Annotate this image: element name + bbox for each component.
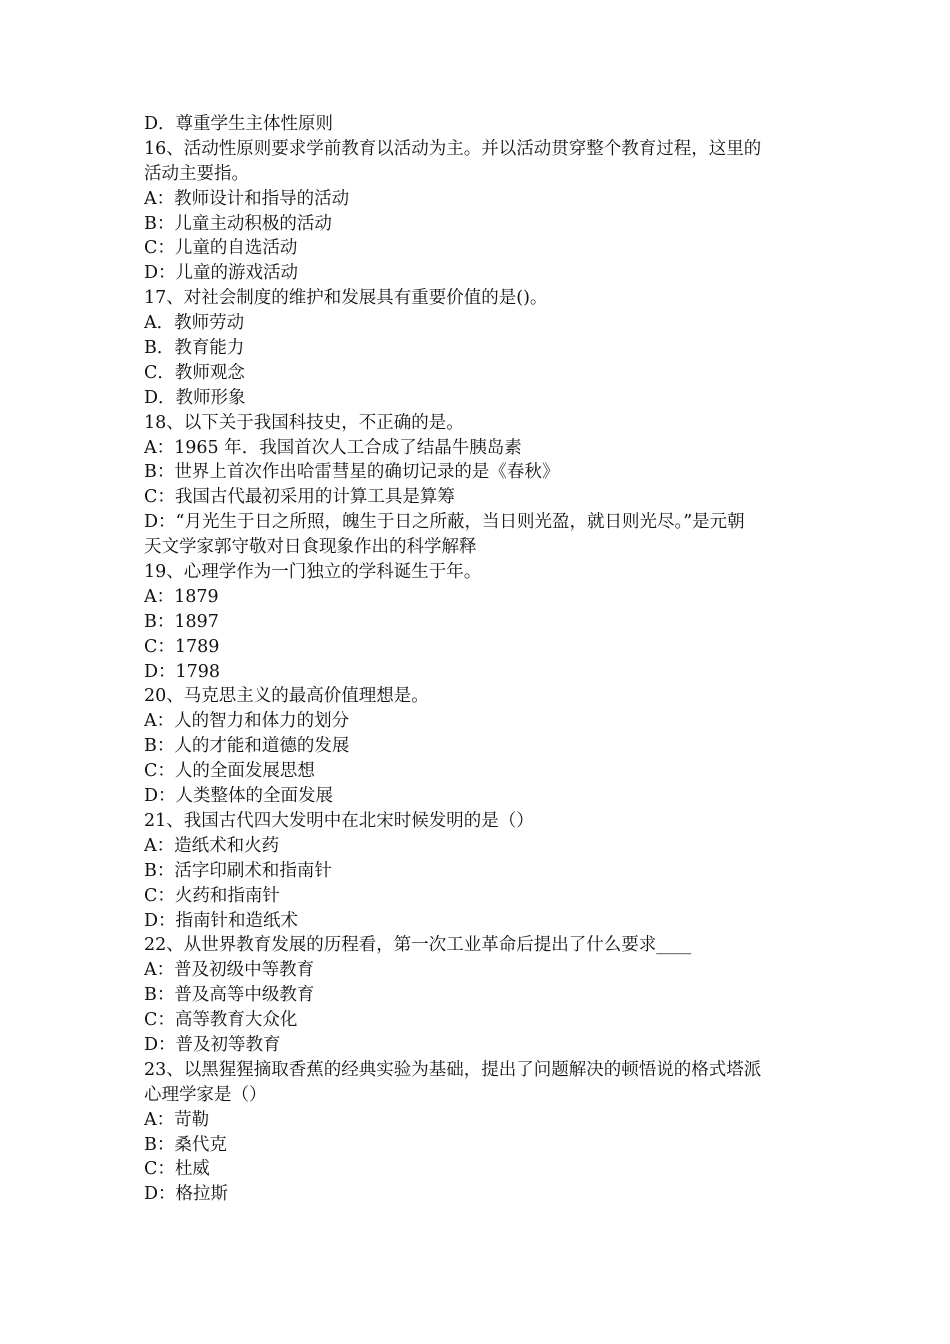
option-line: B：儿童主动积极的活动 xyxy=(144,213,332,234)
option-line: A：1879 xyxy=(144,586,219,607)
option-line: B：活字印刷术和指南针 xyxy=(144,860,332,881)
question-18: 18、以下关于我国科技史，不正确的是。 xyxy=(144,412,464,433)
question-23-line-1: 23、以黑猩猩摘取香蕉的经典实验为基础，提出了问题解决的顿悟说的格式塔派 xyxy=(144,1059,762,1080)
question-16-line-2: 活动主要指。 xyxy=(144,163,249,184)
option-line: C：火药和指南针 xyxy=(144,885,280,906)
question-19: 19、心理学作为一门独立的学科诞生于年。 xyxy=(144,562,482,583)
option-line: A：1965 年．我国首次人工合成了结晶牛胰岛素 xyxy=(144,437,522,458)
option-line: D：1798 xyxy=(144,661,221,682)
question-23-line-2: 心理学家是（） xyxy=(144,1084,267,1105)
option-line: D：格拉斯 xyxy=(144,1184,229,1205)
option-line-continuation: 天文学家郭守敬对日食现象作出的科学解释 xyxy=(144,537,477,558)
option-line: A：教师设计和指导的活动 xyxy=(144,188,350,209)
option-line: D：人类整体的全面发展 xyxy=(144,786,334,807)
option-line: B：人的才能和道德的发展 xyxy=(144,736,350,757)
option-line: B：桑代克 xyxy=(144,1134,227,1155)
option-line: B：世界上首次作出哈雷彗星的确切记录的是《春秋》 xyxy=(144,462,560,483)
text-line: D．尊重学生主体性原则 xyxy=(144,114,334,134)
option-line: D．教师形象 xyxy=(144,387,246,408)
option-line: D：“月光生于日之所照，魄生于日之所蔽，当日则光盈，就日则光尽。”是元朝 xyxy=(144,512,745,533)
document-text xyxy=(144,112,814,1207)
question-21: 21、我国古代四大发明中在北宋时候发明的是（） xyxy=(144,810,534,831)
option-line: C：高等教育大众化 xyxy=(144,1010,298,1031)
option-line: C：儿童的自选活动 xyxy=(144,238,298,259)
option-line: C：1789 xyxy=(144,636,220,657)
question-22: 22、从世界教育发展的历程看，第一次工业革命后提出了什么要求____ xyxy=(144,935,692,956)
option-line: B．教育能力 xyxy=(144,338,245,359)
option-line: A：苛勒 xyxy=(144,1109,210,1130)
option-line: A：人的智力和体力的划分 xyxy=(144,711,350,732)
question-16-line-1: 16、活动性原则要求学前教育以活动为主。并以活动贯穿整个教育过程，这里的 xyxy=(144,138,762,159)
option-line: C．教师观念 xyxy=(144,362,245,383)
option-line: A：普及初级中等教育 xyxy=(144,960,315,981)
question-17: 17、对社会制度的维护和发展具有重要价值的是()。 xyxy=(144,288,548,309)
option-line: A．教师劳动 xyxy=(144,313,245,334)
option-line: B：普及高等中级教育 xyxy=(144,985,315,1006)
option-line: D：儿童的游戏活动 xyxy=(144,263,299,284)
option-line: B：1897 xyxy=(144,611,219,632)
option-line: C：人的全面发展思想 xyxy=(144,761,315,782)
option-line: C：杜威 xyxy=(144,1159,210,1180)
option-line: A：造纸术和火药 xyxy=(144,835,280,856)
option-line: D：指南针和造纸术 xyxy=(144,910,299,931)
option-line: D：普及初等教育 xyxy=(144,1034,281,1055)
option-line: C：我国古代最初采用的计算工具是算筹 xyxy=(144,487,455,508)
question-20: 20、马克思主义的最高价值理想是。 xyxy=(144,686,429,707)
